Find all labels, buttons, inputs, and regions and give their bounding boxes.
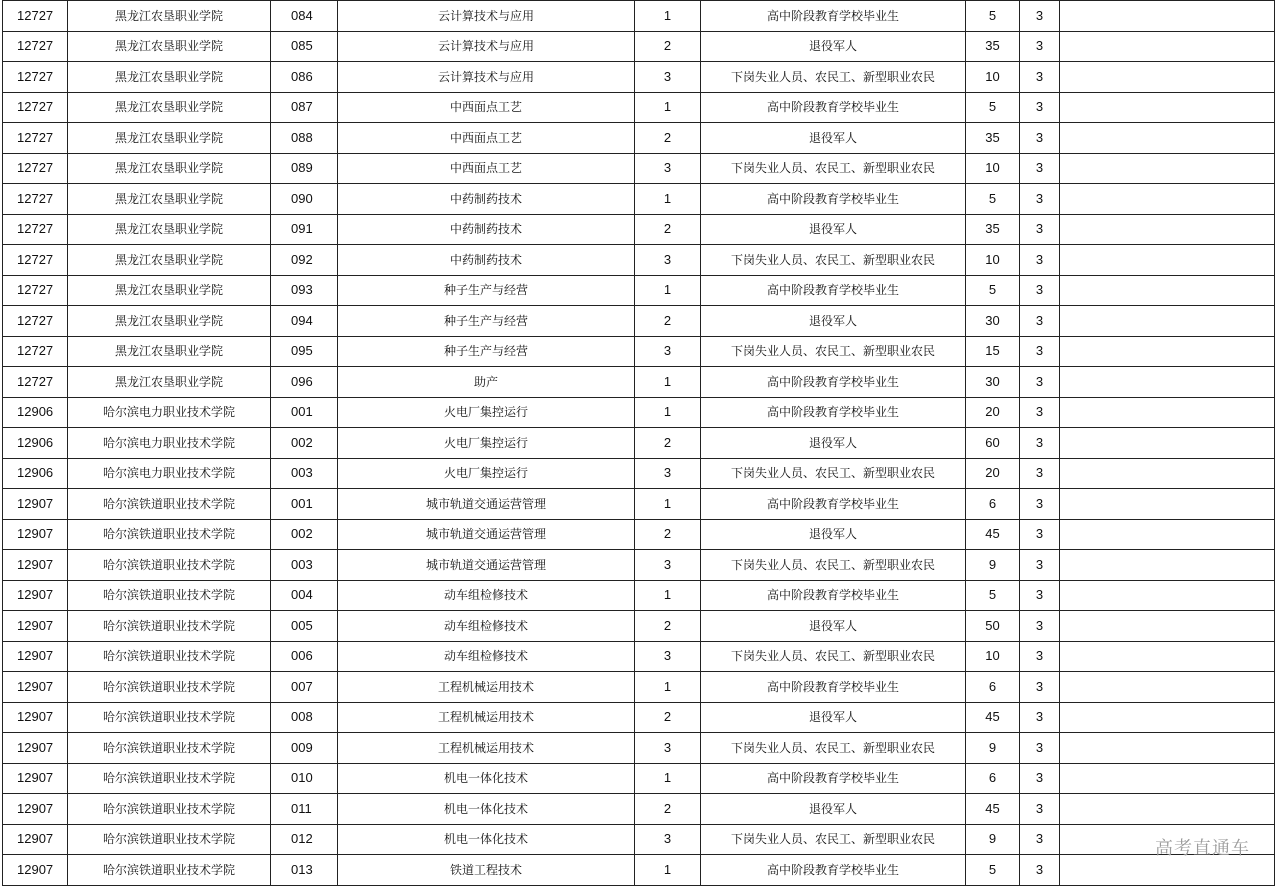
years-cell: 3 — [1020, 245, 1060, 276]
note-cell — [1060, 672, 1275, 703]
group-number-cell: 2 — [635, 428, 701, 459]
major-code-cell: 096 — [271, 367, 338, 398]
school-code-cell: 12907 — [3, 702, 68, 733]
group-number-cell: 3 — [635, 641, 701, 672]
major-name-cell: 铁道工程技术 — [338, 855, 635, 886]
note-cell — [1060, 367, 1275, 398]
group-number-cell: 3 — [635, 824, 701, 855]
school-code-cell: 12907 — [3, 489, 68, 520]
note-cell — [1060, 794, 1275, 825]
school-name-cell: 黑龙江农垦职业学院 — [68, 184, 271, 215]
table-row — [3, 641, 1275, 672]
major-code-cell: 011 — [271, 794, 338, 825]
table-row — [3, 92, 1275, 123]
note-cell — [1060, 428, 1275, 459]
applicant-category-cell: 下岗失业人员、农民工、新型职业农民 — [701, 336, 966, 367]
group-number-cell: 2 — [635, 306, 701, 337]
note-cell — [1060, 763, 1275, 794]
school-name-cell: 黑龙江农垦职业学院 — [68, 62, 271, 93]
school-code-cell: 12907 — [3, 550, 68, 581]
note-cell — [1060, 123, 1275, 154]
table-row — [3, 611, 1275, 642]
major-code-cell: 092 — [271, 245, 338, 276]
table-row — [3, 733, 1275, 764]
years-cell: 3 — [1020, 336, 1060, 367]
school-name-cell: 黑龙江农垦职业学院 — [68, 92, 271, 123]
major-code-cell: 001 — [271, 489, 338, 520]
table-row — [3, 794, 1275, 825]
note-cell — [1060, 489, 1275, 520]
school-code-cell: 12727 — [3, 306, 68, 337]
years-cell: 3 — [1020, 550, 1060, 581]
years-cell: 3 — [1020, 458, 1060, 489]
school-code-cell: 12907 — [3, 641, 68, 672]
school-name-cell: 黑龙江农垦职业学院 — [68, 31, 271, 62]
major-name-cell: 云计算技术与应用 — [338, 1, 635, 32]
years-cell: 3 — [1020, 855, 1060, 886]
school-name-cell: 黑龙江农垦职业学院 — [68, 367, 271, 398]
major-name-cell: 火电厂集控运行 — [338, 428, 635, 459]
group-number-cell: 1 — [635, 184, 701, 215]
plan-count-cell: 5 — [966, 580, 1020, 611]
note-cell — [1060, 336, 1275, 367]
major-name-cell: 中药制药技术 — [338, 214, 635, 245]
school-code-cell: 12727 — [3, 92, 68, 123]
years-cell: 3 — [1020, 214, 1060, 245]
note-cell — [1060, 92, 1275, 123]
school-name-cell: 哈尔滨铁道职业技术学院 — [68, 611, 271, 642]
group-number-cell: 1 — [635, 763, 701, 794]
group-number-cell: 3 — [635, 62, 701, 93]
plan-count-cell: 35 — [966, 214, 1020, 245]
group-number-cell: 2 — [635, 611, 701, 642]
school-name-cell: 哈尔滨电力职业技术学院 — [68, 397, 271, 428]
applicant-category-cell: 高中阶段教育学校毕业生 — [701, 397, 966, 428]
table-row — [3, 306, 1275, 337]
table-row — [3, 31, 1275, 62]
school-code-cell: 12907 — [3, 580, 68, 611]
school-name-cell: 哈尔滨铁道职业技术学院 — [68, 672, 271, 703]
school-code-cell: 12907 — [3, 672, 68, 703]
note-cell — [1060, 245, 1275, 276]
major-name-cell: 动车组检修技术 — [338, 580, 635, 611]
group-number-cell: 2 — [635, 214, 701, 245]
table-row — [3, 62, 1275, 93]
major-name-cell: 云计算技术与应用 — [338, 62, 635, 93]
school-code-cell: 12906 — [3, 397, 68, 428]
plan-count-cell: 9 — [966, 824, 1020, 855]
table-row — [3, 428, 1275, 459]
note-cell — [1060, 519, 1275, 550]
applicant-category-cell: 高中阶段教育学校毕业生 — [701, 763, 966, 794]
table-row — [3, 763, 1275, 794]
school-name-cell: 哈尔滨铁道职业技术学院 — [68, 733, 271, 764]
major-name-cell: 工程机械运用技术 — [338, 733, 635, 764]
note-cell — [1060, 397, 1275, 428]
major-name-cell: 种子生产与经营 — [338, 306, 635, 337]
plan-count-cell: 6 — [966, 489, 1020, 520]
plan-count-cell: 10 — [966, 245, 1020, 276]
note-cell — [1060, 641, 1275, 672]
major-name-cell: 城市轨道交通运营管理 — [338, 519, 635, 550]
table-row — [3, 184, 1275, 215]
school-code-cell: 12727 — [3, 245, 68, 276]
applicant-category-cell: 高中阶段教育学校毕业生 — [701, 855, 966, 886]
major-code-cell: 003 — [271, 458, 338, 489]
plan-count-cell: 5 — [966, 92, 1020, 123]
school-code-cell: 12727 — [3, 31, 68, 62]
group-number-cell: 2 — [635, 123, 701, 154]
table-row — [3, 123, 1275, 154]
major-code-cell: 084 — [271, 1, 338, 32]
school-name-cell: 哈尔滨铁道职业技术学院 — [68, 580, 271, 611]
plan-count-cell: 5 — [966, 184, 1020, 215]
plan-count-cell: 5 — [966, 1, 1020, 32]
years-cell: 3 — [1020, 153, 1060, 184]
years-cell: 3 — [1020, 367, 1060, 398]
school-name-cell: 黑龙江农垦职业学院 — [68, 336, 271, 367]
school-code-cell: 12727 — [3, 275, 68, 306]
plan-count-cell: 60 — [966, 428, 1020, 459]
applicant-category-cell: 退役军人 — [701, 702, 966, 733]
plan-count-cell: 45 — [966, 519, 1020, 550]
group-number-cell: 1 — [635, 1, 701, 32]
plan-count-cell: 15 — [966, 336, 1020, 367]
years-cell: 3 — [1020, 184, 1060, 215]
group-number-cell: 2 — [635, 31, 701, 62]
applicant-category-cell: 退役军人 — [701, 519, 966, 550]
years-cell: 3 — [1020, 62, 1060, 93]
school-code-cell: 12727 — [3, 62, 68, 93]
plan-count-cell: 9 — [966, 550, 1020, 581]
school-name-cell: 哈尔滨铁道职业技术学院 — [68, 763, 271, 794]
group-number-cell: 3 — [635, 336, 701, 367]
note-cell — [1060, 275, 1275, 306]
school-code-cell: 12907 — [3, 855, 68, 886]
school-code-cell: 12907 — [3, 519, 68, 550]
applicant-category-cell: 下岗失业人员、农民工、新型职业农民 — [701, 824, 966, 855]
major-code-cell: 009 — [271, 733, 338, 764]
major-code-cell: 085 — [271, 31, 338, 62]
major-code-cell: 086 — [271, 62, 338, 93]
years-cell: 3 — [1020, 763, 1060, 794]
table-row — [3, 1, 1275, 32]
school-name-cell: 哈尔滨铁道职业技术学院 — [68, 641, 271, 672]
school-code-cell: 12906 — [3, 428, 68, 459]
major-code-cell: 094 — [271, 306, 338, 337]
group-number-cell: 3 — [635, 153, 701, 184]
school-code-cell: 12906 — [3, 458, 68, 489]
plan-count-cell: 35 — [966, 123, 1020, 154]
table-row — [3, 580, 1275, 611]
plan-count-cell: 10 — [966, 153, 1020, 184]
school-code-cell: 12727 — [3, 1, 68, 32]
major-name-cell: 中西面点工艺 — [338, 92, 635, 123]
major-name-cell: 城市轨道交通运营管理 — [338, 550, 635, 581]
years-cell: 3 — [1020, 1, 1060, 32]
major-code-cell: 013 — [271, 855, 338, 886]
years-cell: 3 — [1020, 519, 1060, 550]
note-cell — [1060, 214, 1275, 245]
major-code-cell: 091 — [271, 214, 338, 245]
major-name-cell: 城市轨道交通运营管理 — [338, 489, 635, 520]
note-cell — [1060, 580, 1275, 611]
years-cell: 3 — [1020, 580, 1060, 611]
school-name-cell: 哈尔滨电力职业技术学院 — [68, 458, 271, 489]
plan-count-cell: 6 — [966, 763, 1020, 794]
school-code-cell: 12907 — [3, 794, 68, 825]
table-row — [3, 245, 1275, 276]
major-code-cell: 090 — [271, 184, 338, 215]
group-number-cell: 1 — [635, 367, 701, 398]
school-name-cell: 黑龙江农垦职业学院 — [68, 306, 271, 337]
school-code-cell: 12907 — [3, 733, 68, 764]
years-cell: 3 — [1020, 92, 1060, 123]
major-code-cell: 002 — [271, 428, 338, 459]
school-code-cell: 12727 — [3, 153, 68, 184]
applicant-category-cell: 高中阶段教育学校毕业生 — [701, 489, 966, 520]
years-cell: 3 — [1020, 489, 1060, 520]
major-name-cell: 机电一体化技术 — [338, 763, 635, 794]
major-name-cell: 中药制药技术 — [338, 245, 635, 276]
school-name-cell: 哈尔滨铁道职业技术学院 — [68, 519, 271, 550]
applicant-category-cell: 退役军人 — [701, 214, 966, 245]
plan-count-cell: 5 — [966, 275, 1020, 306]
plan-count-cell: 10 — [966, 641, 1020, 672]
years-cell: 3 — [1020, 611, 1060, 642]
major-name-cell: 动车组检修技术 — [338, 611, 635, 642]
applicant-category-cell: 下岗失业人员、农民工、新型职业农民 — [701, 245, 966, 276]
note-cell — [1060, 153, 1275, 184]
plan-count-cell: 10 — [966, 62, 1020, 93]
years-cell: 3 — [1020, 428, 1060, 459]
applicant-category-cell: 退役军人 — [701, 794, 966, 825]
table-row — [3, 550, 1275, 581]
table-row — [3, 702, 1275, 733]
table-row — [3, 397, 1275, 428]
plan-count-cell: 30 — [966, 367, 1020, 398]
group-number-cell: 1 — [635, 672, 701, 703]
years-cell: 3 — [1020, 702, 1060, 733]
major-code-cell: 002 — [271, 519, 338, 550]
school-name-cell: 哈尔滨铁道职业技术学院 — [68, 550, 271, 581]
major-name-cell: 种子生产与经营 — [338, 336, 635, 367]
school-code-cell: 12727 — [3, 184, 68, 215]
major-code-cell: 095 — [271, 336, 338, 367]
group-number-cell: 2 — [635, 519, 701, 550]
major-code-cell: 001 — [271, 397, 338, 428]
major-code-cell: 004 — [271, 580, 338, 611]
applicant-category-cell: 下岗失业人员、农民工、新型职业农民 — [701, 62, 966, 93]
applicant-category-cell: 退役军人 — [701, 611, 966, 642]
applicant-category-cell: 退役军人 — [701, 306, 966, 337]
years-cell: 3 — [1020, 824, 1060, 855]
watermark-text: 高考直通车 — [1155, 838, 1250, 859]
applicant-category-cell: 高中阶段教育学校毕业生 — [701, 275, 966, 306]
table-row — [3, 672, 1275, 703]
major-name-cell: 火电厂集控运行 — [338, 458, 635, 489]
applicant-category-cell: 高中阶段教育学校毕业生 — [701, 580, 966, 611]
note-cell — [1060, 1, 1275, 32]
applicant-category-cell: 高中阶段教育学校毕业生 — [701, 1, 966, 32]
applicant-category-cell: 高中阶段教育学校毕业生 — [701, 92, 966, 123]
school-name-cell: 黑龙江农垦职业学院 — [68, 214, 271, 245]
note-cell — [1060, 306, 1275, 337]
years-cell: 3 — [1020, 733, 1060, 764]
major-name-cell: 云计算技术与应用 — [338, 31, 635, 62]
group-number-cell: 1 — [635, 855, 701, 886]
major-code-cell: 088 — [271, 123, 338, 154]
school-name-cell: 哈尔滨铁道职业技术学院 — [68, 824, 271, 855]
years-cell: 3 — [1020, 275, 1060, 306]
major-code-cell: 003 — [271, 550, 338, 581]
table-row — [3, 824, 1275, 855]
school-code-cell: 12727 — [3, 214, 68, 245]
school-name-cell: 黑龙江农垦职业学院 — [68, 153, 271, 184]
years-cell: 3 — [1020, 397, 1060, 428]
school-name-cell: 哈尔滨铁道职业技术学院 — [68, 702, 271, 733]
years-cell: 3 — [1020, 31, 1060, 62]
years-cell: 3 — [1020, 123, 1060, 154]
years-cell: 3 — [1020, 641, 1060, 672]
note-cell — [1060, 733, 1275, 764]
group-number-cell: 3 — [635, 733, 701, 764]
table-row — [3, 153, 1275, 184]
major-name-cell: 机电一体化技术 — [338, 824, 635, 855]
table-row — [3, 519, 1275, 550]
major-name-cell: 中西面点工艺 — [338, 153, 635, 184]
group-number-cell: 2 — [635, 702, 701, 733]
school-code-cell: 12907 — [3, 763, 68, 794]
major-name-cell: 火电厂集控运行 — [338, 397, 635, 428]
note-cell — [1060, 62, 1275, 93]
plan-count-cell: 20 — [966, 397, 1020, 428]
school-name-cell: 黑龙江农垦职业学院 — [68, 245, 271, 276]
plan-count-cell: 50 — [966, 611, 1020, 642]
table-row — [3, 214, 1275, 245]
applicant-category-cell: 下岗失业人员、农民工、新型职业农民 — [701, 153, 966, 184]
major-code-cell: 087 — [271, 92, 338, 123]
group-number-cell: 3 — [635, 245, 701, 276]
group-number-cell: 3 — [635, 550, 701, 581]
years-cell: 3 — [1020, 306, 1060, 337]
applicant-category-cell: 高中阶段教育学校毕业生 — [701, 184, 966, 215]
plan-count-cell: 45 — [966, 794, 1020, 825]
group-number-cell: 1 — [635, 92, 701, 123]
major-code-cell: 007 — [271, 672, 338, 703]
school-name-cell: 哈尔滨电力职业技术学院 — [68, 428, 271, 459]
school-name-cell: 黑龙江农垦职业学院 — [68, 1, 271, 32]
years-cell: 3 — [1020, 794, 1060, 825]
table-row — [3, 458, 1275, 489]
major-code-cell: 089 — [271, 153, 338, 184]
school-code-cell: 12907 — [3, 611, 68, 642]
applicant-category-cell: 退役军人 — [701, 31, 966, 62]
years-cell: 3 — [1020, 672, 1060, 703]
table-row — [3, 489, 1275, 520]
major-name-cell: 动车组检修技术 — [338, 641, 635, 672]
applicant-category-cell: 下岗失业人员、农民工、新型职业农民 — [701, 641, 966, 672]
major-name-cell: 中药制药技术 — [338, 184, 635, 215]
major-code-cell: 005 — [271, 611, 338, 642]
group-number-cell: 2 — [635, 794, 701, 825]
group-number-cell: 1 — [635, 397, 701, 428]
school-code-cell: 12727 — [3, 123, 68, 154]
table-body — [3, 1, 1275, 886]
table-row — [3, 336, 1275, 367]
major-name-cell: 工程机械运用技术 — [338, 672, 635, 703]
plan-count-cell: 6 — [966, 672, 1020, 703]
table-row — [3, 367, 1275, 398]
school-code-cell: 12907 — [3, 824, 68, 855]
major-name-cell: 机电一体化技术 — [338, 794, 635, 825]
note-cell — [1060, 31, 1275, 62]
note-cell — [1060, 550, 1275, 581]
table-row — [3, 855, 1275, 886]
group-number-cell: 1 — [635, 580, 701, 611]
applicant-category-cell: 下岗失业人员、农民工、新型职业农民 — [701, 733, 966, 764]
plan-count-cell: 5 — [966, 855, 1020, 886]
applicant-category-cell: 退役军人 — [701, 123, 966, 154]
school-name-cell: 哈尔滨铁道职业技术学院 — [68, 489, 271, 520]
group-number-cell: 3 — [635, 458, 701, 489]
major-name-cell: 工程机械运用技术 — [338, 702, 635, 733]
plan-count-cell: 30 — [966, 306, 1020, 337]
major-code-cell: 093 — [271, 275, 338, 306]
major-name-cell: 种子生产与经营 — [338, 275, 635, 306]
group-number-cell: 1 — [635, 489, 701, 520]
applicant-category-cell: 下岗失业人员、农民工、新型职业农民 — [701, 458, 966, 489]
applicant-category-cell: 下岗失业人员、农民工、新型职业农民 — [701, 550, 966, 581]
enrollment-table — [2, 0, 1275, 886]
note-cell — [1060, 702, 1275, 733]
major-code-cell: 010 — [271, 763, 338, 794]
school-name-cell: 黑龙江农垦职业学院 — [68, 275, 271, 306]
note-cell — [1060, 184, 1275, 215]
school-name-cell: 哈尔滨铁道职业技术学院 — [68, 855, 271, 886]
table-row — [3, 275, 1275, 306]
plan-count-cell: 45 — [966, 702, 1020, 733]
major-code-cell: 008 — [271, 702, 338, 733]
applicant-category-cell: 退役军人 — [701, 428, 966, 459]
major-code-cell: 012 — [271, 824, 338, 855]
major-name-cell: 中西面点工艺 — [338, 123, 635, 154]
plan-count-cell: 9 — [966, 733, 1020, 764]
major-name-cell: 助产 — [338, 367, 635, 398]
note-cell — [1060, 458, 1275, 489]
school-code-cell: 12727 — [3, 336, 68, 367]
school-name-cell: 哈尔滨铁道职业技术学院 — [68, 794, 271, 825]
school-code-cell: 12727 — [3, 367, 68, 398]
plan-count-cell: 20 — [966, 458, 1020, 489]
group-number-cell: 1 — [635, 275, 701, 306]
major-code-cell: 006 — [271, 641, 338, 672]
applicant-category-cell: 高中阶段教育学校毕业生 — [701, 672, 966, 703]
school-name-cell: 黑龙江农垦职业学院 — [68, 123, 271, 154]
note-cell — [1060, 611, 1275, 642]
plan-count-cell: 35 — [966, 31, 1020, 62]
applicant-category-cell: 高中阶段教育学校毕业生 — [701, 367, 966, 398]
